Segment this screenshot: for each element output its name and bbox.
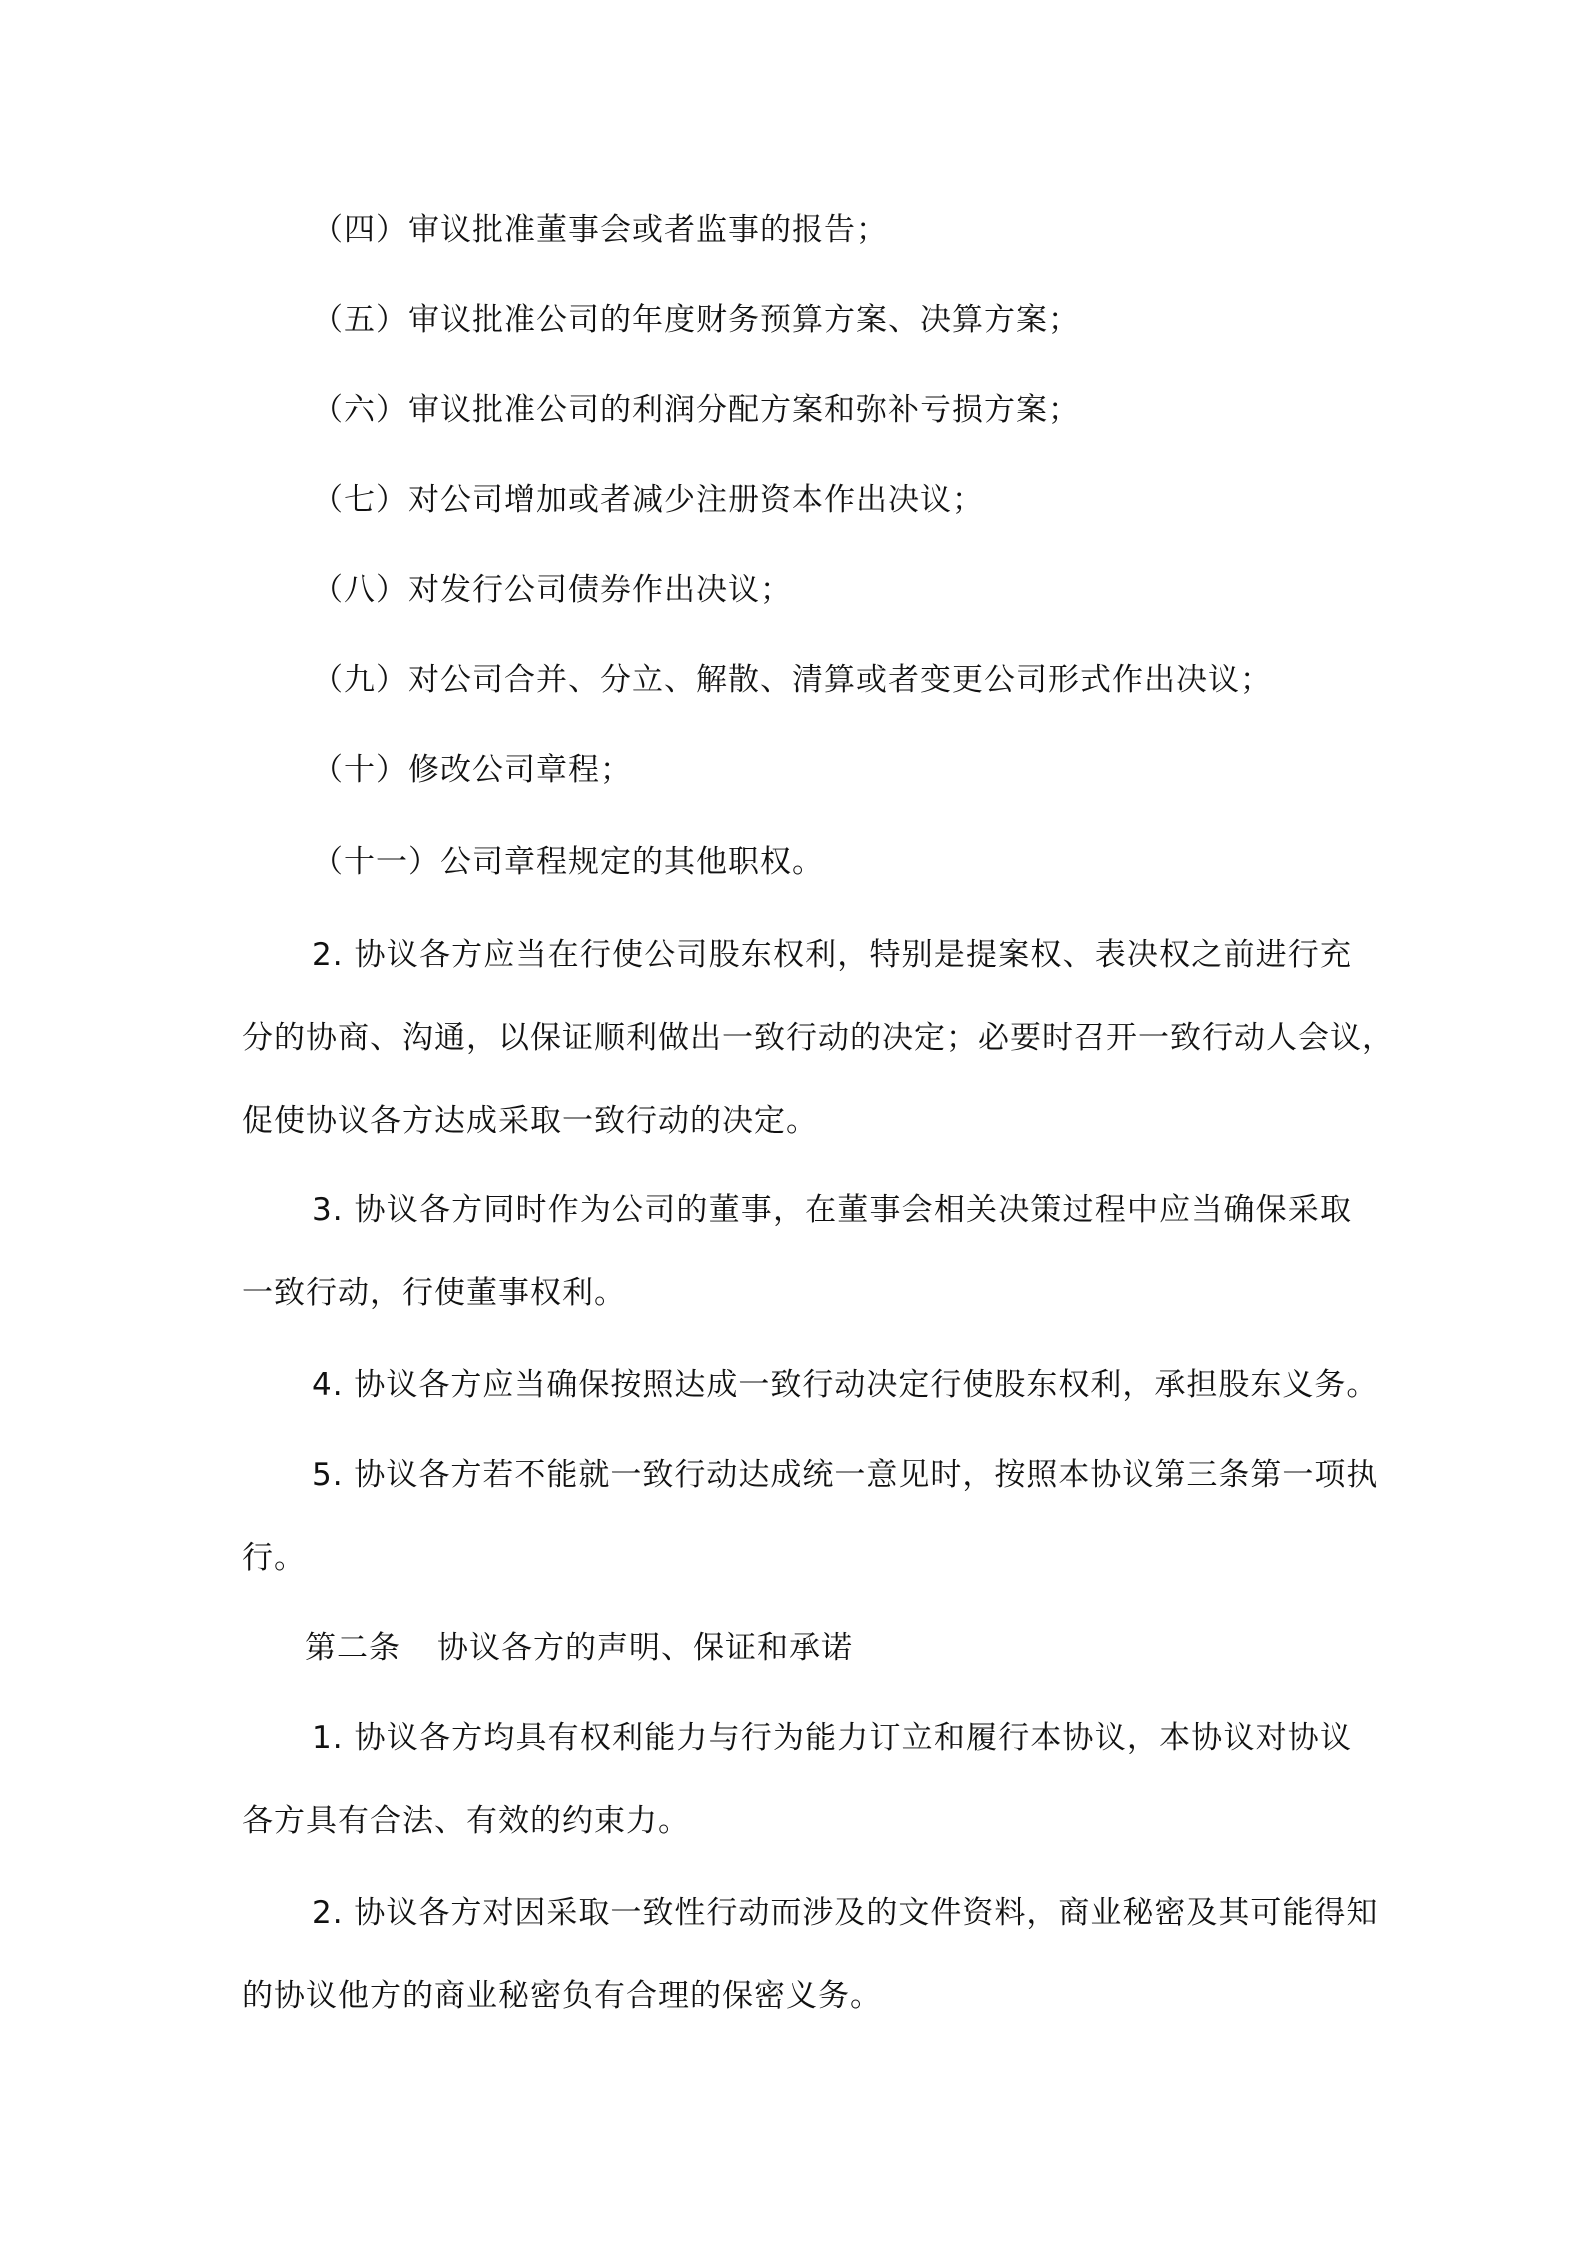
list-item: （七）对公司增加或者减少注册资本作出决议； bbox=[312, 482, 984, 518]
paragraph-2-line-1: 2. 协议各方应当在行使公司股东权利，特别是提案权、表决权之前进行充 bbox=[312, 937, 1352, 973]
paragraph-5-line-1: 5. 协议各方若不能就一致行动达成统一意见时，按照本协议第三条第一项执 bbox=[312, 1457, 1379, 1493]
list-item: （五）审议批准公司的年度财务预算方案、决算方案； bbox=[312, 302, 1080, 338]
list-item: （四）审议批准董事会或者监事的报告； bbox=[312, 212, 888, 248]
article-number: 第二条 bbox=[305, 1630, 401, 1666]
article-2-paragraph-2-line-1: 2. 协议各方对因采取一致性行动而涉及的文件资料，商业秘密及其可能得知 bbox=[312, 1895, 1379, 1931]
paragraph-3-line-1: 3. 协议各方同时作为公司的董事，在董事会相关决策过程中应当确保采取 bbox=[312, 1192, 1352, 1228]
article-2-paragraph-1-line-1: 1. 协议各方均具有权利能力与行为能力订立和履行本协议，本协议对协议 bbox=[312, 1720, 1352, 1756]
paragraph-2-line-3: 促使协议各方达成采取一致行动的决定。 bbox=[242, 1103, 818, 1139]
paragraph-2-line-2: 分的协商、沟通，以保证顺利做出一致行动的决定；必要时召开一致行动人会议， bbox=[242, 1020, 1394, 1056]
paragraph-3-line-2: 一致行动，行使董事权利。 bbox=[242, 1275, 626, 1311]
article-2-paragraph-2-line-2: 的协议他方的商业秘密负有合理的保密义务。 bbox=[242, 1978, 882, 2014]
list-item: （十）修改公司章程； bbox=[312, 752, 632, 788]
paragraph-5-line-2: 行。 bbox=[242, 1540, 306, 1576]
list-item: （八）对发行公司债券作出决议； bbox=[312, 572, 792, 608]
article-heading bbox=[305, 1628, 1415, 1668]
list-item: （九）对公司合并、分立、解散、清算或者变更公司形式作出决议； bbox=[312, 662, 1272, 698]
article-2-paragraph-1-line-2: 各方具有合法、有效的约束力。 bbox=[242, 1803, 690, 1839]
list-item: （六）审议批准公司的利润分配方案和弥补亏损方案； bbox=[312, 392, 1080, 428]
article-title: 协议各方的声明、保证和承诺 bbox=[437, 1630, 853, 1666]
paragraph-4-line-1: 4. 协议各方应当确保按照达成一致行动决定行使股东权利，承担股东义务。 bbox=[312, 1367, 1379, 1403]
list-item: （十一）公司章程规定的其他职权。 bbox=[312, 844, 824, 880]
